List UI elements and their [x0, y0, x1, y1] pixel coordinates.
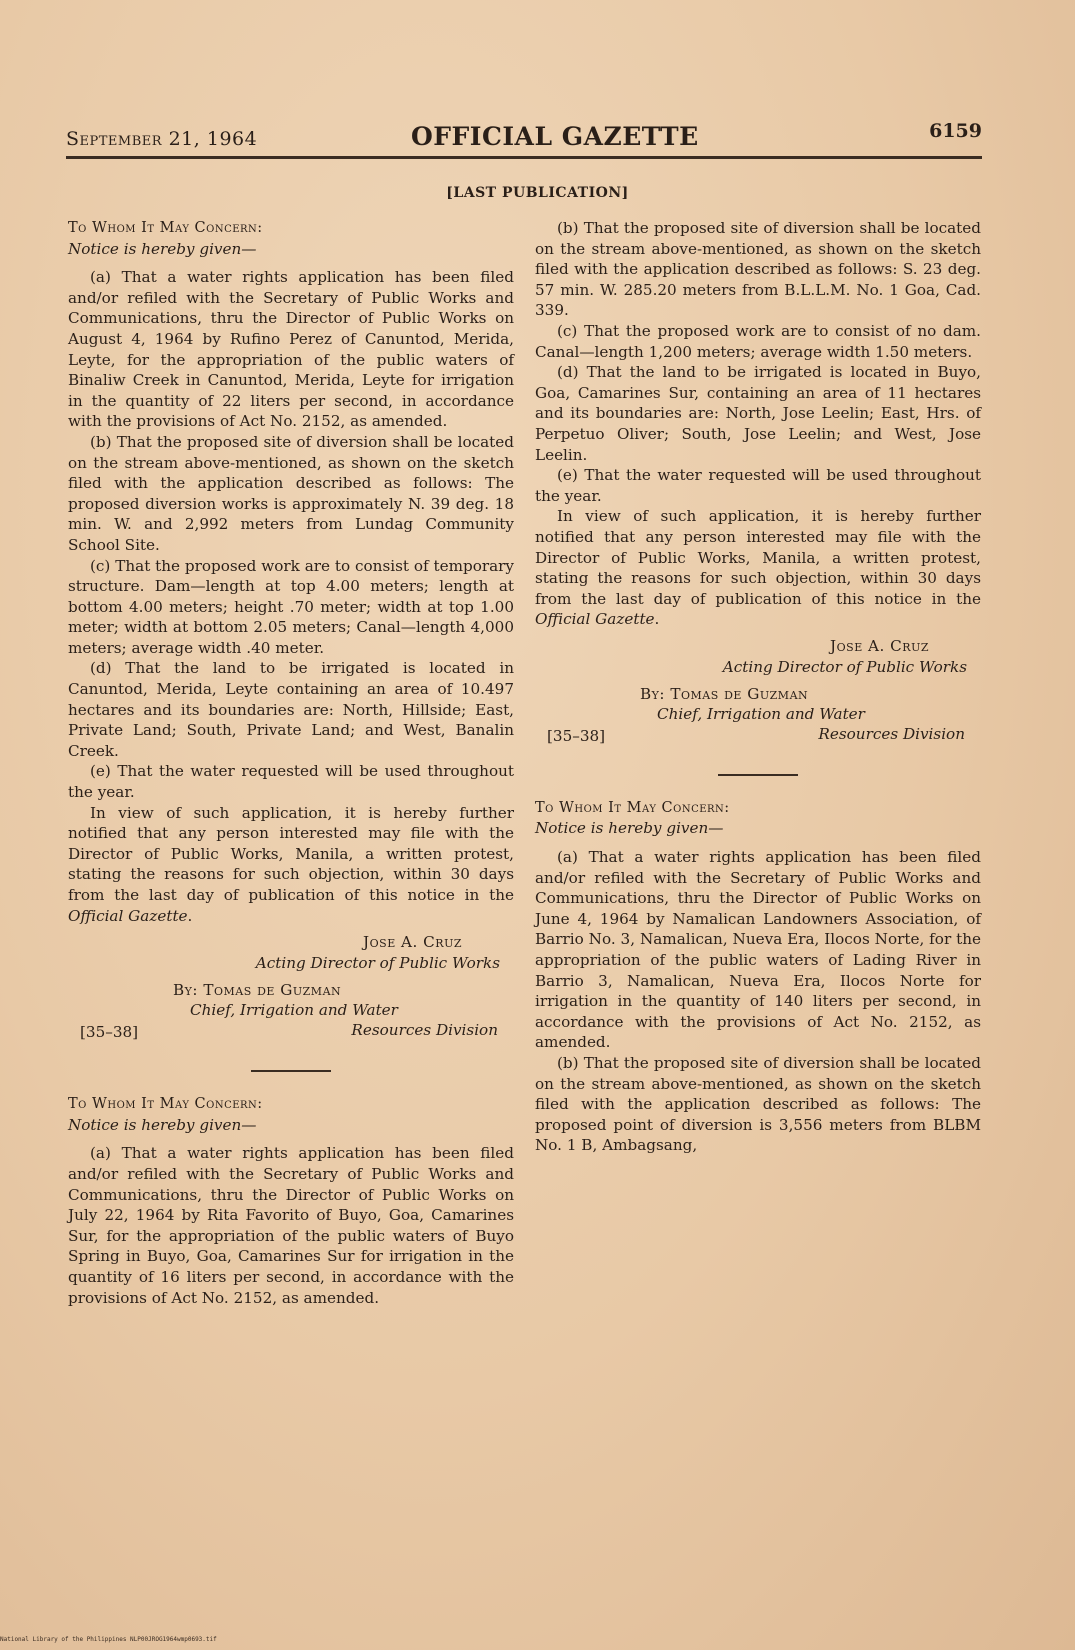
by-line: By: Tomas de Guzman [173, 981, 342, 1000]
right-column [535, 218, 981, 1156]
notice2-para-e: (e) That the water requested will be used throughout the year. [535, 466, 981, 505]
reference-number: [35–38] [80, 1023, 139, 1042]
notice-divider [251, 1070, 331, 1072]
notice1-para-e: (e) That the water requested will be used throughout the year. [68, 762, 514, 802]
gazette-name: Official Gazette [535, 610, 655, 629]
page-header [66, 120, 982, 160]
publication-tag: [LAST PUBLICATION] [446, 185, 629, 201]
notice2-heading: To Whom It May Concern: [68, 1096, 263, 1113]
header-title: OFFICIAL GAZETTE [411, 122, 699, 151]
gazette-name: Official Gazette [68, 906, 188, 925]
header-date: September 21, 1964 [66, 128, 258, 150]
notice2-para-b: (b) That the proposed site of diversion shall be located on the stream above-mentioned, as shown on the sketch filed with the application described as follows: S. 23 deg. 57 min. W. 285.20 meters from B.L.L.M. No. 1 Goa, Cad. 339. [535, 219, 981, 320]
notice3-intro: Notice is hereby given— [535, 819, 724, 838]
notice2-intro: Notice is hereby given— [68, 1115, 257, 1134]
notice3-para-b: (b) That the proposed site of diversion shall be located on the stream above-mentioned, as shown on the sketch filed with the application described as follows: The proposed point of diversion is 3,556 meters from BLBM No. 1 B, Ambagsang, [535, 1054, 981, 1155]
notice1-para-a: (a) That a water rights application has been filed and/or refiled with the Secretary of Public Works and Communications, thru the Director of Public Works on August 4, 1964 by Rufino Perez of Canuntod, Merida, Leyte, for the appropriation of the public waters of Binaliw Creek in Canuntod, Merida, Leyte for irrigation in the quantity of 22 liters per second, in accordance with the provisions of Act No. 2152, as amended. [68, 268, 514, 431]
notice1-para-b: (b) That the proposed site of diversion shall be located on the stream above-mentioned, as shown on the sketch filed with the application described as follows: The proposed diversion works is approximately N. 39 deg. 18 min. W. and 2,992 meters from Lundag Community School Site. [68, 432, 514, 554]
notice2-closing: In view of such application, it is hereby further notified that any person interested may file with the Director of Public Works, Manila, a written protest, stating the reasons for such objection, within 30 days from the last day of publication of this notice in the Official Gazette. [535, 507, 981, 629]
by-title-2: Resources Division [818, 724, 965, 743]
notice2-para-d: (d) That the land to be irrigated is located in Buyo, Goa, Camarines Sur, containing an area of 11 hectares and its boundaries are: North, Jose Leelin; East, Hrs. of Perpetuo Oliver; South, Jose Leelin; and West, Jose Leelin. [535, 363, 981, 464]
signatory-name: Jose A. Cruz [363, 933, 462, 952]
left-column [68, 218, 514, 1308]
notice1-para-c: (c) That the proposed work are to consist of temporary structure. Dam—length at top 4.00 meters; length at bottom 4.00 meters; height .70 meter; width at top 1.00 meter; width at bottom 2.05 meters; Canal—length 4,000 meters; average width .40 meter. [68, 556, 514, 657]
notice-divider [718, 774, 798, 776]
notice3-heading: To Whom It May Concern: [535, 799, 730, 816]
by-line: By: Tomas de Guzman [640, 684, 809, 703]
notice3-para-a: (a) That a water rights application has been filed and/or refiled with the Secretary of Public Works and Communications, thru the Director of Public Works on June 4, 1964 by Namalican Landowners Association, of Barrio No. 3, Namalican, Nueva Era, Ilocos Norte, for the appropriation of the public waters of Lading River in Barrio 3, Namalican, Nueva Era, Ilocos Norte for irrigation in the quantity of 140 liters per second, in accordance with the provisions of Act No. 2152, as amended. [535, 848, 981, 1052]
notice2-para-a: (a) That a water rights application has been filed and/or refiled with the Secretary of Public Works and Communications, thru the Director of Public Works on July 22, 1964 by Rita Favorito of Buyo, Goa, Camarines Sur, for the appropriation of the public waters of Buyo Spring in Buyo, Goa, Camarines Sur for irrigation in the quantity of 16 liters per second, in accordance with the provisions of Act No. 2152, as amended. [68, 1144, 514, 1307]
scan-footer: National Library of the Philippines NLP00JROG1964wmp0693.tif [0, 1636, 217, 1643]
by-title-2: Resources Division [351, 1021, 498, 1040]
by-title-1: Chief, Irrigation and Water [657, 704, 865, 723]
by-title-1: Chief, Irrigation and Water [190, 1001, 398, 1020]
page-number: 6159 [929, 120, 982, 142]
notice1-closing: In view of such application, it is hereby further notified that any person interested may file with the Director of Public Works, Manila, a written protest, stating the reasons for such objection, within 30 days from the last day of publication of this notice in the Official Gazette. [68, 803, 514, 925]
signatory-name: Jose A. Cruz [830, 636, 929, 655]
notice1-signature [68, 932, 514, 1054]
notice1-intro: Notice is hereby given— [68, 239, 257, 258]
signatory-title: Acting Director of Public Works [255, 954, 500, 973]
notice1-heading: To Whom It May Concern: [68, 220, 263, 236]
header-rule [66, 156, 982, 159]
reference-number: [35–38] [547, 726, 606, 745]
notice2-signature [535, 636, 981, 758]
notice2-para-c: (c) That the proposed work are to consist of no dam. Canal—length 1,200 meters; average width 1.50 meters. [535, 321, 981, 361]
signatory-title: Acting Director of Public Works [722, 657, 967, 676]
notice1-para-d: (d) That the land to be irrigated is located in Canuntod, Merida, Leyte containing an area of 10.497 hectares and its boundaries are: North, Hillside; East, Private Land; South, Private Land; and West, Banalin Creek. [68, 659, 514, 760]
